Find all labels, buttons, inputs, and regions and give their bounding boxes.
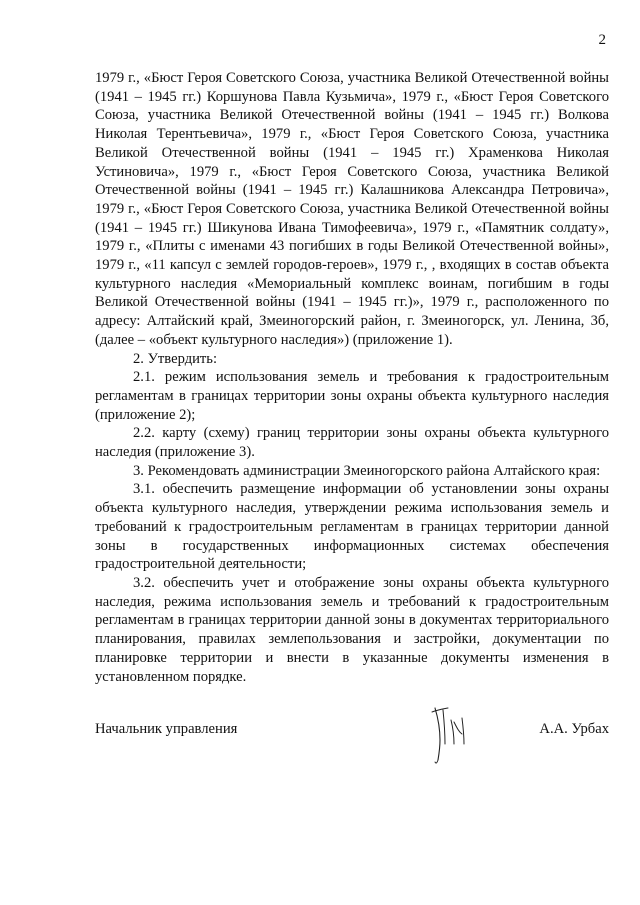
signatory-name: А.А. Урбах	[539, 721, 609, 737]
paragraph-item-2-2: 2.2. карту (схему) границ территории зоны охраны объекта культурного наследия (приложение 3).	[95, 425, 609, 461]
paragraph-continuation: 1979 г., «Бюст Героя Советского Союза, участника Великой Отечественной войны (1941 – 1945 гг.) Коршунова Павла Кузьмича», 1979 г., «Бюст Героя Советского Союза, участника Великой Отечественной войны (1941 – 1945 гг.) Волкова Николая Терентьевича», 1979 г., «Бюст Героя Советского Союза, участника Великой Отечественной войны (1941 – 1945 гг.) Храменкова Николая Устиновича», 1979 г., «Бюст Героя Советского Союза, участника Великой Отечественной войны (1941 – 1945 гг.) Калашникова Александра Петровича», 1979 г., «Бюст Героя Советского Союза, участника Великой Отечественной войны (1941 – 1945 гг.) Шикунова Ивана Тимофеевича», 1979 г., «Памятник солдату», 1979 г., «Плиты с именами 43 погибших в годы Великой Отечественной войны», 1979 г., «11 капсул с землей городов-героев», 1979 г., , входящих в состав объекта культурного наследия «Мемориальный комплекс воинам, погибшим в годы Великой Отечественной войны (1941 – 1945 гг.)», 1979 г., расположенного по адресу: Алтайский край, Змеиногорский район, г. Змеиногорск, ул. Ленина, 3б, (далее – «объект культурного наследия») (приложение 1).	[95, 70, 609, 348]
page-number: 2	[598, 32, 606, 48]
paragraph-item-3: 3. Рекомендовать администрации Змеиногорского района Алтайского края:	[133, 462, 601, 479]
handwritten-signature	[429, 704, 475, 766]
signatory-title: Начальник управления	[95, 721, 238, 737]
paragraph-item-2-1: 2.1. режим использования земель и требования к градостроительным регламентам в границах территории зоны охраны объекта культурного наследия (приложение 2);	[95, 369, 609, 423]
paragraph-item-3-2: 3.2. обеспечить учет и отображение зоны охраны объекта культурного наследия, режима использования земель и требований к градостроительным регламентам в границах территории данной зоны в документах территориального планирования, правилах землепользования и застройки, документации по планировке территории и внести в указанные документы изменения в установленном порядке.	[95, 574, 609, 685]
signature-block	[95, 712, 609, 772]
paragraph-item-3-1: 3.1. обеспечить размещение информации об установлении зоны охраны объекта культурного наследия, утверждении режима использования земель и требований к градостроительным регламентам в границах территории данной зоны в государственных информационных системах обеспечения градостроительной деятельности;	[95, 481, 609, 573]
paragraph-item-2: 2. Утвердить:	[133, 350, 218, 367]
document-body	[95, 69, 609, 686]
